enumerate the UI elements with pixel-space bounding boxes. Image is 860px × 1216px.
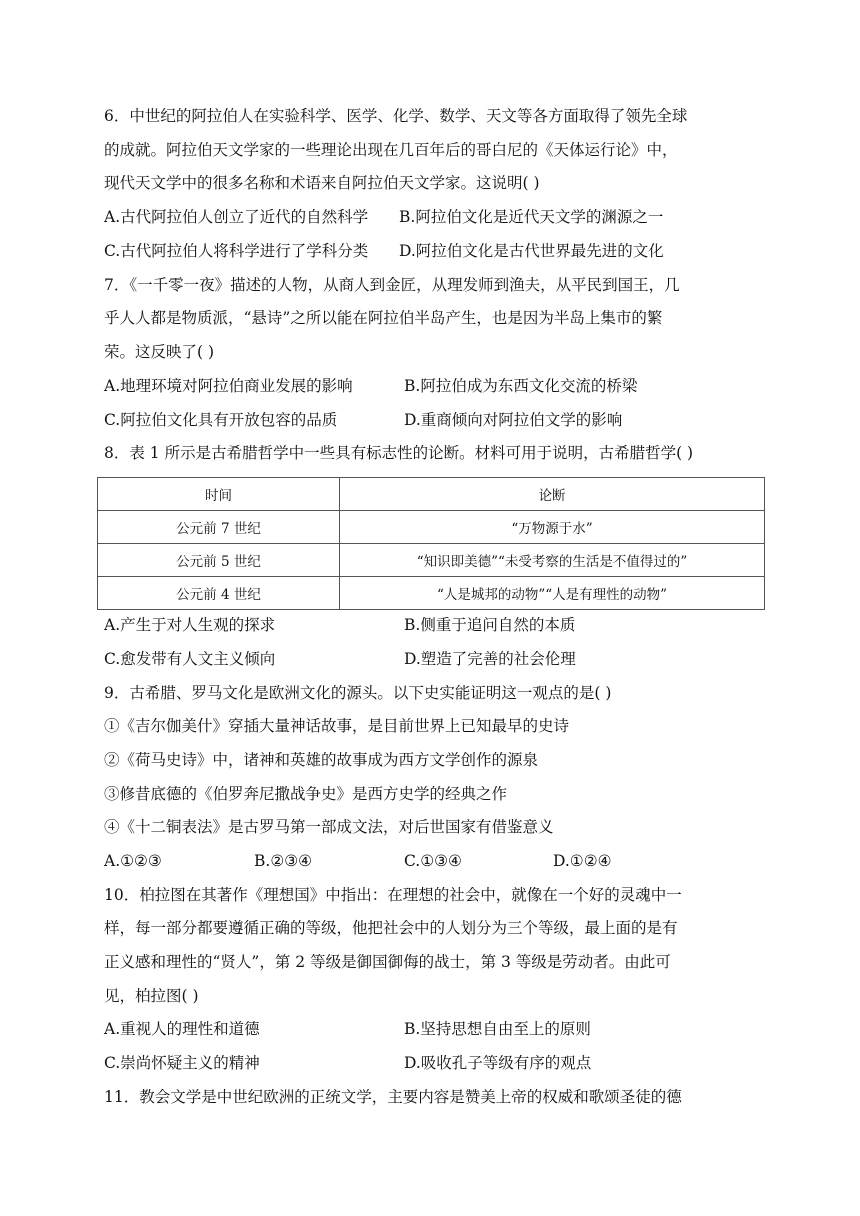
q10-line-1: 10．柏拉图在其著作《理想国》中指出：在理想的社会中，就像在一个好的灵魂中一 xyxy=(104,886,682,904)
q8-option-d: D.塑造了完善的社会伦理 xyxy=(404,650,576,668)
q6-line-2: 的成就。阿拉伯天文学家的一些理论出现在几百年后的哥白尼的《天体运行论》中， xyxy=(104,141,678,159)
q9-line-1: 9．古希腊、罗马文化是欧洲文化的源头。以下史实能证明这一观点的是( ) xyxy=(104,684,612,702)
q9-item-2: ②《荷马史诗》中，诸神和英雄的故事成为西方文学创作的源泉 xyxy=(104,751,539,769)
table-cell: 公元前 4 世纪 xyxy=(98,577,340,610)
table-header-time: 时间 xyxy=(98,478,340,511)
q6-option-d: D.阿拉伯文化是古代世界最先进的文化 xyxy=(399,242,664,260)
q6-option-b: B.阿拉伯文化是近代天文学的渊源之一 xyxy=(399,208,664,226)
table-row xyxy=(98,577,765,610)
table-cell: 公元前 5 世纪 xyxy=(98,544,340,577)
q7-option-c: C.阿拉伯文化具有开放包容的品质 xyxy=(104,411,338,429)
q8-option-b: B.侧重于追问自然的本质 xyxy=(404,616,576,634)
q7-line-3: 荣。这反映了( ) xyxy=(104,343,215,361)
q6-option-c: C.古代阿拉伯人将科学进行了学科分类 xyxy=(104,242,369,260)
q10-option-d: D.吸收孔子等级有序的观点 xyxy=(404,1054,592,1072)
table-row xyxy=(98,544,765,577)
q7-line-2: 乎人人都是物质派，“悬诗”之所以能在阿拉伯半岛产生，也是因为半岛上集市的繁 xyxy=(104,309,663,327)
q10-option-c: C.崇尚怀疑主义的精神 xyxy=(104,1054,260,1072)
q10-line-3: 正义感和理性的“贤人”，第 2 等级是御国御侮的战士，第 3 等级是劳动者。由此可 xyxy=(104,953,671,971)
q7-option-d: D.重商倾向对阿拉伯文学的影响 xyxy=(404,411,623,429)
q6-option-a: A.古代阿拉伯人创立了近代的自然科学 xyxy=(104,208,369,226)
q7-option-b: B.阿拉伯成为东西文化交流的桥梁 xyxy=(404,377,638,395)
q8-option-c: C.愈发带有人文主义倾向 xyxy=(104,650,276,668)
q8-table xyxy=(97,477,765,610)
q9-item-4: ④《十二铜表法》是古罗马第一部成文法，对后世国家有借鉴意义 xyxy=(104,818,554,836)
q7-line-1: 7．《一千零一夜》描述的人物，从商人到金匠，从理发师到渔夫，从平民到国王，几 xyxy=(104,276,680,294)
q6-line-1: 6．中世纪的阿拉伯人在实验科学、医学、化学、数学、天文等各方面取得了领先全球 xyxy=(104,107,688,125)
q8-line-1: 8．表 1 所示是古希腊哲学中一些具有标志性的论断。材料可用于说明，古希腊哲学( ) xyxy=(104,444,694,462)
table-cell: “人是城邦的动物”“人是有理性的动物” xyxy=(340,577,765,610)
table-header-thesis: 论断 xyxy=(340,478,765,511)
q6-line-3: 现代天文学中的很多名称和术语来自阿拉伯天文学家。这说明( ) xyxy=(104,174,540,192)
q10-option-a: A.重视人的理性和道德 xyxy=(104,1020,260,1038)
q9-item-1: ①《吉尔伽美什》穿插大量神话故事，是目前世界上已知最早的史诗 xyxy=(104,717,570,735)
q7-option-a: A.地理环境对阿拉伯商业发展的影响 xyxy=(104,377,353,395)
q10-line-2: 样，每一部分都要遵循正确的等级，他把社会中的人划分为三个等级，最上面的是有 xyxy=(104,919,678,937)
table-cell: “万物源于水” xyxy=(340,511,765,544)
q9-option-d: D.①②④ xyxy=(553,852,612,870)
table-cell: “知识即美德”“未受考察的生活是不值得过的” xyxy=(340,544,765,577)
q9-item-3: ③修昔底德的《伯罗奔尼撒战争史》是西方史学的经典之作 xyxy=(104,785,508,803)
q9-option-a: A.①②③ xyxy=(104,852,162,870)
q8-option-a: A.产生于对人生观的探求 xyxy=(104,616,276,634)
table-header-row xyxy=(98,478,765,511)
table-cell: 公元前 7 世纪 xyxy=(98,511,340,544)
q9-option-b: B.②③④ xyxy=(254,852,313,870)
q10-option-b: B.坚持思想自由至上的原则 xyxy=(404,1020,591,1038)
q10-line-4: 见，柏拉图( ) xyxy=(104,987,199,1005)
q9-option-c: C.①③④ xyxy=(404,852,462,870)
table-row xyxy=(98,511,765,544)
q11-line-1: 11．教会文学是中世纪欧洲的正统文学，主要内容是赞美上帝的权威和歌颂圣徒的德 xyxy=(104,1088,682,1106)
